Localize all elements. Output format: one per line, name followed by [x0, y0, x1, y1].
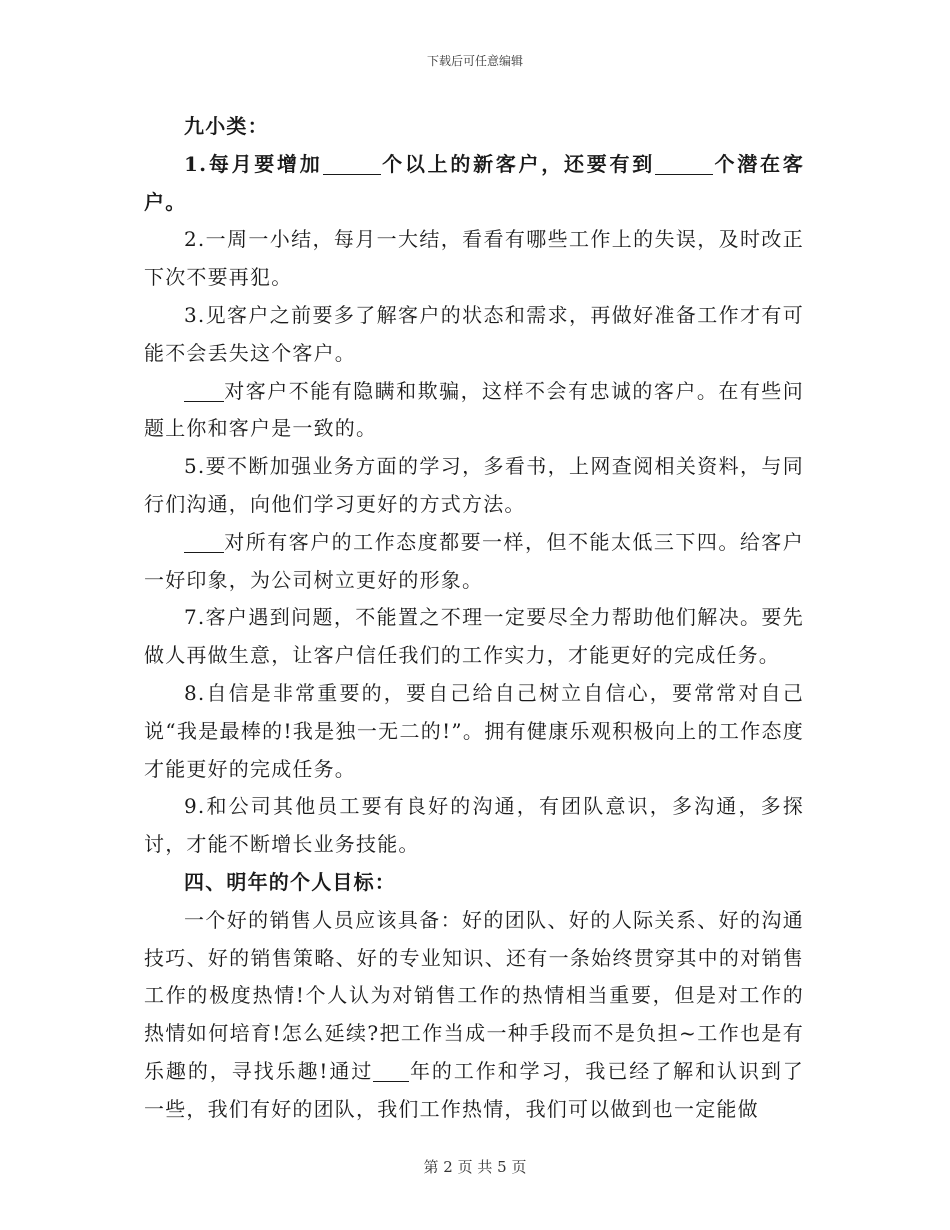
- fill-blank: [184, 379, 224, 402]
- section-heading: 九小类：: [184, 114, 269, 138]
- fill-blank: [323, 152, 381, 175]
- list-item: 2.一周一小结，每月一大结，看看有哪些工作上的失误，及时改正下次不要再犯。: [144, 227, 804, 290]
- list-item: 5.要不断加强业务方面的学习，多看书，上网查阅相关资料，与同行们沟通，向他们学习更好的方式方法。: [144, 454, 804, 516]
- list-item: 3.见客户之前要多了解客户的状态和需求，再做好准备工作才有可能不会丢失这个客户。: [144, 302, 804, 365]
- section-heading: 四、明年的个人目标：: [184, 869, 396, 894]
- page-header: 下载后可任意编辑: [426, 54, 523, 68]
- list-item: 7.客户遇到问题，不能置之不理一定要尽全力帮助他们解决。要先做人再做生意，让客户信任我们的工作实力，才能更好的完成任务。: [144, 605, 804, 668]
- document-body: [144, 108, 804, 1129]
- list-item: 1.每月要增加 个以上的新客户，还要有到 个潜在客户。: [144, 151, 804, 214]
- list-item: 对客户不能有隐瞒和欺骗，这样不会有忠诚的客户。在有些问题上你和客户是一致的。: [144, 378, 804, 441]
- list-item: 9.和公司其他员工要有良好的沟通，有团队意识，多沟通，多探讨，才能不断增长业务技能。: [144, 794, 804, 857]
- list-item: 8.自信是非常重要的，要自己给自己树立自信心，要常常对自己说“我是最棒的!我是独一无二的!”。拥有健康乐观积极向上的工作态度才能更好的完成任务。: [144, 680, 804, 781]
- fill-blank: [655, 152, 713, 175]
- body-paragraph: 一个好的销售人员应该具备：好的团队、好的人际关系、好的沟通技巧、好的销售策略、好的专业知识、还有一条始终贯穿其中的对销售工作的极度热情!个人认为对销售工作的热情相当重要，但是对工作的热情如何培育!怎么延续?把工作当成一种手段而不是负担~工作也是有乐趣的，寻找乐趣!通过 年的工作和学习，我已经了解和认识到了一些，我们有好的团队，我们工作热情，我们可以做到也一定能做: [144, 907, 804, 1121]
- fill-blank: [184, 530, 224, 553]
- fill-blank: [373, 1059, 409, 1082]
- page-footer: 第 2 页 共 5 页: [423, 1158, 527, 1176]
- list-item: 对所有客户的工作态度都要一样，但不能太低三下四。给客户一好印象，为公司树立更好的形象。: [144, 529, 804, 592]
